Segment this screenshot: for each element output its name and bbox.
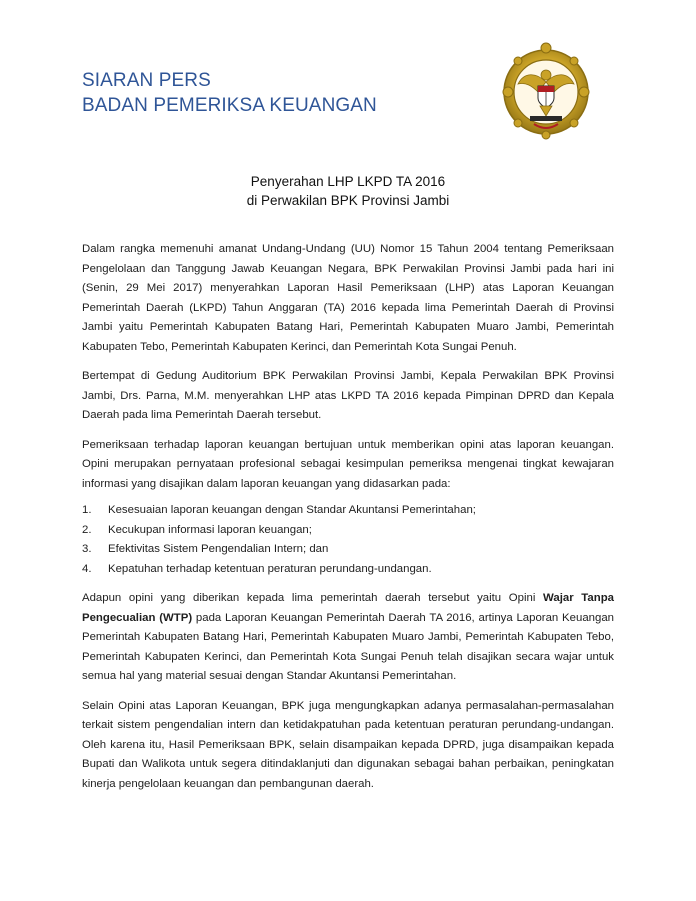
paragraph-venue: Bertempat di Gedung Auditorium BPK Perwakilan Provinsi Jambi, Kepala Perwakilan BPK Provinsi Jambi, Drs. Parna, M.M. menyerahkan LHP atas LKPD TA 2016 kepada Pimpinan DPRD dan Kepala Daerah pada lima Pemerintah Daerah tersebut.: [82, 370, 614, 421]
title-line-2: di Perwakilan BPK Provinsi Jambi: [246, 193, 450, 208]
press-release-body: [82, 240, 614, 804]
list-item: 3. Efektivitas Sistem Pengendalian Intern; dan: [82, 543, 329, 555]
paragraph-opinion: Adapun opini yang diberikan kepada lima pemerintah daerah tersebut yaitu Opini Wajar Tanpa Pengecualian (WTP) pada Laporan Keuangan Pemerintah Daerah TA 2016, artinya Laporan Keuangan Pemerintah Kabupaten Batang Hari, Pemerintah Kabupaten Muaro Jambi, Pemerintah Kabupaten Tebo, Pemerintah Kabupaten Kerinci, dan Pemerintah Kota Sungai Penuh telah disajikan secara wajar untuk semua hal yang material sesuai dengan Standar Akuntansi Pemerintahan.: [82, 592, 614, 682]
paragraph-audit-purpose: Pemeriksaan terhadap laporan keuangan bertujuan untuk memberikan opini atas laporan keuangan. Opini merupakan pernyataan profesional sebagai kesimpulan pemeriksa mengenai tingkat kewajaran informasi yang disajikan dalam laporan keuangan yang didasarkan pada:: [82, 438, 614, 490]
header-siaran-pers: SIARAN PERS: [82, 70, 211, 91]
press-release-header: [82, 68, 502, 118]
paragraph-intro: Dalam rangka memenuhi amanat Undang-Undang (UU) Nomor 15 Tahun 2004 tentang Pemeriksaan Pengelolaan dan Tanggung Jawab Keuangan Negara, BPK Perwakilan Provinsi Jambi pada hari ini (Senin, 29 Mei 2017) menyerahkan Laporan Hasil Pemeriksaan (LHP) atas Laporan Keuangan Pemerintah Daerah (LKPD) Tahun Anggaran (TA) 2016 kepada lima Pemerintah Daerah di Provinsi Jambi yaitu Pemerintah Kabupaten Batang Hari, Pemerintah Kabupaten Muaro Jambi, Pemerintah Kabupaten Tebo, Pemerintah Kabupaten Kerinci, dan Pemerintah Kota Sungai Penuh.: [82, 243, 614, 353]
press-release-title: [0, 172, 696, 210]
header-institution-name: BADAN PEMERIKSA KEUANGAN: [82, 95, 377, 116]
list-item: 1. Kesesuaian laporan keuangan dengan Standar Akuntansi Pemerintahan;: [82, 504, 476, 516]
title-line-1: Penyerahan LHP LKPD TA 2016: [250, 174, 446, 189]
list-item: 4. Kepatuhan terhadap ketentuan peraturan perundang-undangan.: [82, 562, 432, 575]
bpk-emblem-icon: [500, 42, 592, 140]
opinion-wtp: Wajar Tanpa Pengecualian (WTP): [82, 592, 614, 624]
criteria-list: [82, 501, 614, 579]
paragraph-findings: Selain Opini atas Laporan Keuangan, BPK juga mengungkapkan adanya permasalahan-permasalahan terkait sistem pengendalian intern dan ketidakpatuhan pada ketentuan peraturan perundang-undangan. Oleh karena itu, Hasil Pemeriksaan BPK, selain disampaikan kepada DPRD, juga disampaikan kepada Bupati dan Walikota untuk segera ditindaklanjuti dan digunakan sebagai bahan perbaikan, peningkatan kinerja pengelolaan keuangan dan pembangunan daerah.: [82, 699, 614, 790]
list-item: 2. Kecukupan informasi laporan keuangan;: [82, 523, 312, 536]
